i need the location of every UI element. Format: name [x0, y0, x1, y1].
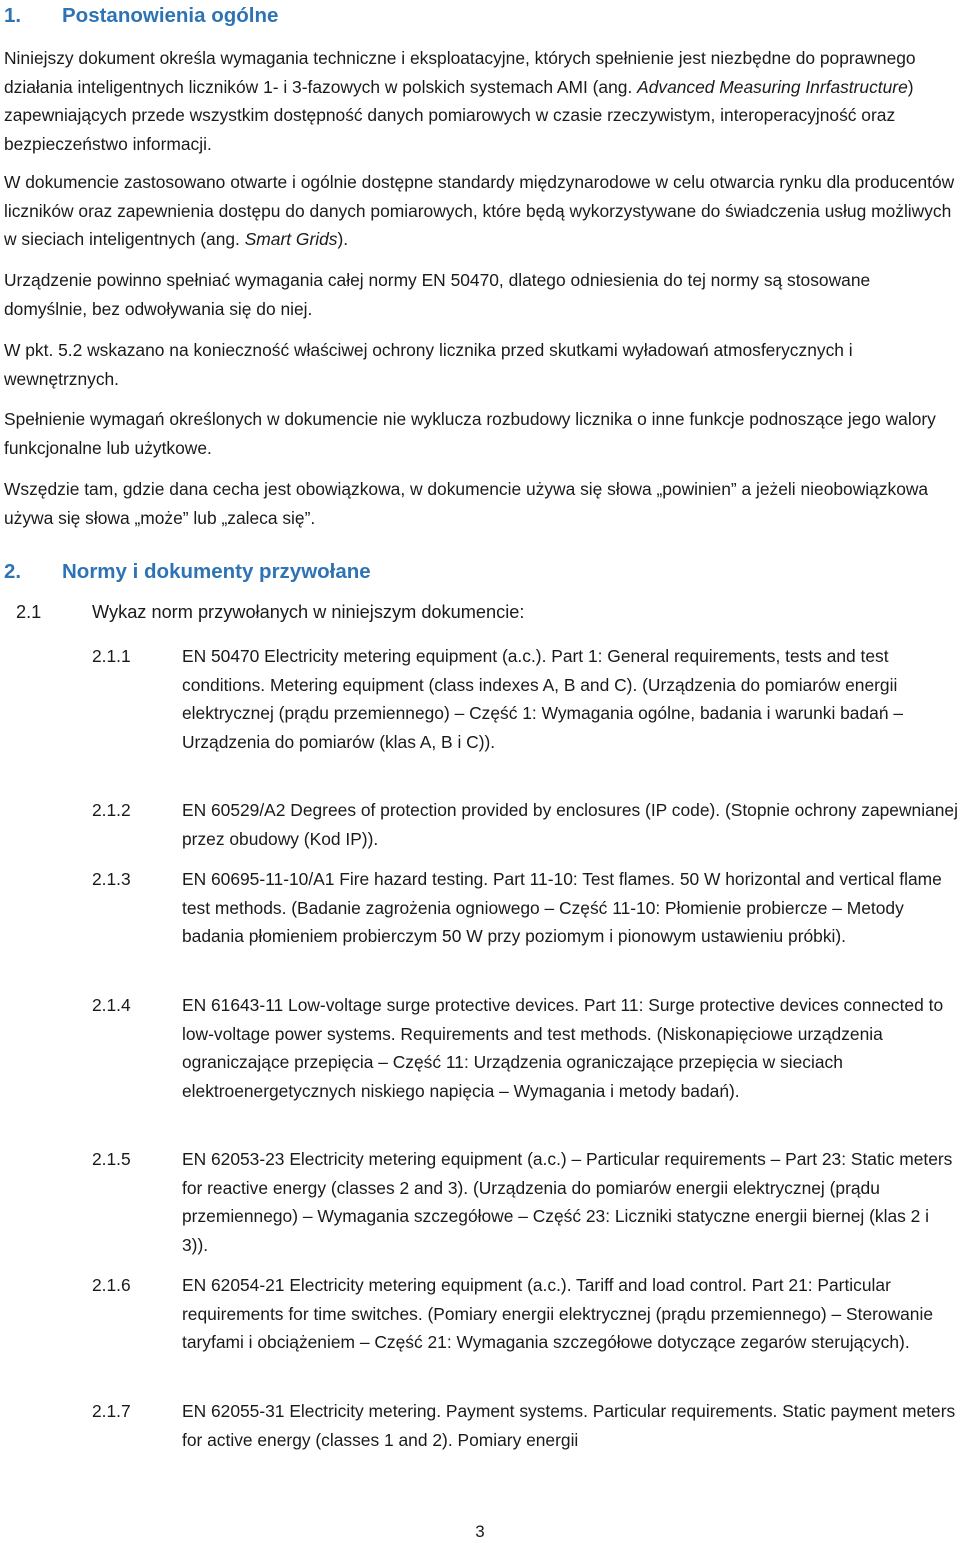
reference-text: EN 61643-11 Low-voltage surge protective devices. Part 11: Surge protective devices connected to low-voltage power systems. Requirements and test methods. (Niskonapięciowe urządzenia ograniczające przepięcia – Część 11: Urządzenia ograniczające przepięcia w sieciach elektroenergetycznych niskiego napięcia – Wymagania i metody badań).: [182, 995, 944, 1101]
reference-number: 2.1.6: [92, 1275, 131, 1295]
reference-item: [92, 642, 958, 756]
section-1-number: 1.: [4, 4, 22, 27]
reference-number: 2.1.5: [92, 1149, 131, 1169]
reference-item: [92, 796, 958, 853]
section-2-heading: [4, 560, 371, 584]
paragraph-2: [4, 168, 956, 254]
reference-number: 2.1.3: [92, 869, 131, 889]
reference-number: 2.1.7: [92, 1401, 131, 1421]
section-2-title: Normy i dokumenty przywołane: [62, 560, 371, 583]
paragraph-1-text-a: Niniejszy dokument określa wymagania techniczne i eksploatacyjne, których spełnienie jest niezbędne do poprawnego działania inteligentnych liczników 1- i 3-fazowych w polskich systemach AMI (ang.: [4, 48, 916, 97]
reference-text: EN 50470 Electricity metering equipment (a.c.). Part 1: General requirements, tests and test conditions. Metering equipment (class indexes A, B and C). (Urządzenia do pomiarów energii elektrycznej (prądu przemiennego) – Część 1: Wymagania ogólne, badania i warunki badań – Urządzenia do pomiarów (klas A, B i C)).: [182, 646, 903, 752]
paragraph-2-text-b: ).: [337, 229, 349, 249]
reference-text: EN 60695-11-10/A1 Fire hazard testing. Part 11-10: Test flames. 50 W horizontal and vertical flame test methods. (Badanie zagrożenia ogniowego – Część 11-10: Płomienie probiercze – Metody badania płomieniem probierczym 50 W przy poziomym i pionowym ustawieniu próbki).: [182, 869, 942, 946]
reference-text: EN 60529/A2 Degrees of protection provided by enclosures (IP code). (Stopnie ochrony zapewnianej przez obudowy (Kod IP)).: [182, 800, 958, 849]
subsection-2-1-number: 2.1: [16, 602, 42, 622]
paragraph-2-italic: Smart Grids: [244, 229, 338, 249]
reference-item: [92, 1397, 958, 1454]
paragraph-5: Spełnienie wymagań określonych w dokumencie nie wyklucza rozbudowy licznika o inne funkcje podnoszące jego walory funkcjonalne lub użytkowe.: [4, 409, 936, 458]
section-2-number: 2.: [4, 560, 22, 583]
page-number: 3: [475, 1522, 485, 1541]
reference-number: 2.1.4: [92, 995, 131, 1015]
paragraph-1-text-b: ) zapewniających przede wszystkim dostępność danych pomiarowych w czasie rzeczywistym, interoperacyjność oraz bezpieczeństwo informacji.: [4, 76, 914, 154]
reference-number: 2.1.1: [92, 646, 131, 666]
reference-item: [92, 1271, 958, 1385]
paragraph-1: [4, 44, 956, 158]
subsection-2-1-title: Wykaz norm przywołanych w niniejszym dokumencie:: [92, 602, 525, 622]
paragraph-2-text-a: W dokumencie zastosowano otwarte i ogólnie dostępne standardy międzynarodowe w celu otwarcia rynku dla producentów liczników oraz zapewnienia dostępu do danych pomiarowych, które będą wykorzystywane do świadczenia usług możliwych w sieciach inteligentnych (ang.: [4, 172, 955, 249]
reference-item: [92, 865, 958, 979]
paragraph-1-italic: Advanced Measuring Inrfastructure: [637, 76, 908, 97]
reference-item: [92, 991, 958, 1133]
section-1-heading: [4, 4, 278, 28]
reference-text: EN 62055-31 Electricity metering. Payment systems. Particular requirements. Static payment meters for active energy (classes 1 and 2). Pomiary energii: [182, 1401, 956, 1450]
section-1-title: Postanowienia ogólne: [62, 4, 279, 27]
reference-number: 2.1.2: [92, 800, 131, 820]
reference-item: [92, 1145, 958, 1259]
reference-text: EN 62054-21 Electricity metering equipment (a.c.). Tariff and load control. Part 21: Particular requirements for time switches. (Pomiary energii elektrycznej (prądu przemiennego) – Sterowanie taryfami i obciążeniem – Część 21: Wymagania szczegółowe dotyczące zegarów sterujących).: [182, 1275, 934, 1352]
paragraph-3: Urządzenie powinno spełniać wymagania całej normy EN 50470, dlatego odniesienia do tej normy są stosowane domyślnie, bez odwoływania się do niej.: [4, 270, 871, 319]
paragraph-6: Wszędzie tam, gdzie dana cecha jest obowiązkowa, w dokumencie używa się słowa „powinien” a jeżeli nieobowiązkowa używa się słowa „może” lub „zaleca się”.: [4, 479, 929, 528]
reference-text: EN 62053-23 Electricity metering equipment (a.c.) – Particular requirements – Part 23: Static meters for reactive energy (classes 2 and 3). (Urządzenia do pomiarów energii elektrycznej (prądu przemiennego) – Wymagania szczegółowe – Część 23: Liczniki statyczne energii biernej (klas 2 i 3)).: [182, 1149, 953, 1255]
paragraph-4: W pkt. 5.2 wskazano na konieczność właściwej ochrony licznika przed skutkami wyładowań atmosferycznych i wewnętrznych.: [4, 340, 853, 389]
subsection-2-1-heading: [16, 602, 524, 623]
